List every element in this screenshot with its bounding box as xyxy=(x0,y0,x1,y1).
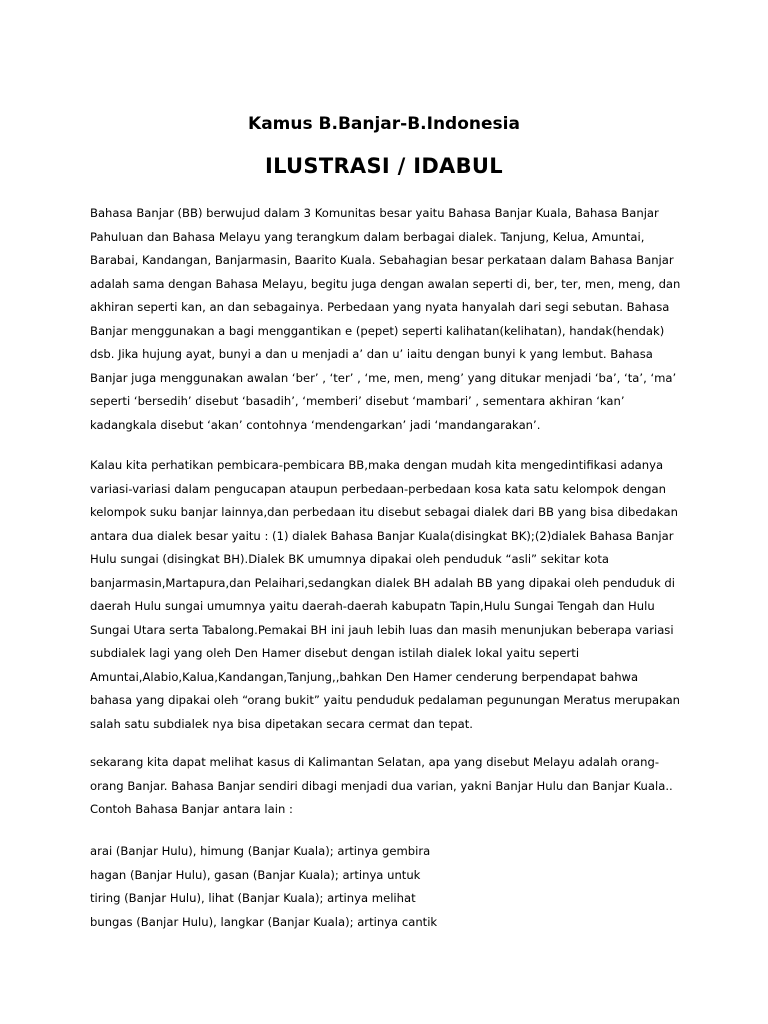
text-line: adalah sama dengan Bahasa Melayu, begitu juga dengan awalan seperti di, ber, ter, men, meng, dan xyxy=(90,276,681,291)
document-heading: ILUSTRASI / IDABUL xyxy=(265,154,503,178)
text-line: Banjar juga menggunakan awalan ‘ber’ , ‘ter’ , ‘me, men, meng’ yang ditukar menjadi ‘ba’, ‘ta’, ‘ma’ xyxy=(90,370,677,385)
text-line: Amuntai,Alabio,Kalua,Kandangan,Tanjung,,bahkan Den Hamer cenderung berpendapat bahwa xyxy=(90,669,639,684)
text-line: kadangkala disebut ‘akan’ contohnya ‘mendengarkan’ jadi ‘mandangarakan’. xyxy=(90,417,541,432)
example-line: bungas (Banjar Hulu), langkar (Banjar Kuala); artinya cantik xyxy=(90,914,438,929)
paragraph-dialects xyxy=(90,454,690,736)
text-line: Sungai Utara serta Tabalong.Pemakai BH ini jauh lebih luas dan masih menunjukan beberapa variasi xyxy=(90,622,674,637)
text-line: Bahasa Banjar (BB) berwujud dalam 3 Komunitas besar yaitu Bahasa Banjar Kuala, Bahasa Banjar xyxy=(90,206,659,220)
text-line: Barabai, Kandangan, Banjarmasin, Baarito Kuala. Sebahagian besar perkataan dalam Bahasa Banjar xyxy=(90,253,674,267)
text-line: daerah Hulu sungai umumnya yaitu daerah-daerah kabupatn Tapin,Hulu Sungai Tengah dan Hulu xyxy=(90,599,655,613)
text-line: Kalau kita perhatikan pembicara-pembicara BB,maka dengan mudah kita mengedintifikasi adanya xyxy=(90,458,664,472)
text-line: akhiran seperti kan, an dan sebagainya. Perbedaan yang nyata hanyalah dari segi sebutan. Bahasa xyxy=(90,300,670,314)
text-line: kelompok suku banjar lainnya,dan perbedaan itu disebut sebagai dialek dari BB yang bisa dibedakan xyxy=(90,505,678,519)
text-line: orang Banjar. Bahasa Banjar sendiri dibagi menjadi dua varian, yakni Banjar Hulu dan Banjar Kuala.. xyxy=(90,778,673,793)
text-line: dsb. Jika hujung ayat, bunyi a dan u menjadi a’ dan u’ iaitu dengan bunyi k yang lembut. Bahasa xyxy=(90,347,653,361)
example-line: hagan (Banjar Hulu), gasan (Banjar Kuala); artinya untuk xyxy=(90,867,421,882)
text-line: antara dua dialek besar yaitu : (1) dialek Bahasa Banjar Kuala(disingkat BK);(2)dialek Bahasa Banjar xyxy=(90,528,674,543)
text-line: seperti ‘bersedih’ disebut ‘basadih’, ‘memberi’ disebut ‘mambari’ , sementara akhiran ‘kan’ xyxy=(90,394,625,408)
paragraph-varians xyxy=(90,751,690,822)
document-title: Kamus B.Banjar-B.Indonesia xyxy=(248,114,520,134)
text-line: Banjar menggunakan a bagi menggantikan e (pepet) seperti kalihatan(kelihatan), handak(hendak) xyxy=(90,323,665,338)
paragraph-intro xyxy=(90,202,690,437)
text-line: bahasa yang dipakai oleh “orang bukit” yaitu penduduk pedalaman pegunungan Meratus merupakan xyxy=(90,693,681,707)
text-line: Contoh Bahasa Banjar antara lain : xyxy=(90,802,293,816)
text-line: subdialek lagi yang oleh Den Hamer disebut dengan istilah dialek lokal yaitu seperti xyxy=(90,646,580,660)
text-line: banjarmasin,Martapura,dan Pelaihari,sedangkan dialek BH adalah BB yang dipakai oleh penduduk di xyxy=(90,575,676,590)
text-line: variasi-variasi dalam pengucapan ataupun perbedaan-perbedaan kosa kata satu kelompok dengan xyxy=(90,481,666,496)
example-line: tiring (Banjar Hulu), lihat (Banjar Kuala); artinya melihat xyxy=(90,891,416,905)
text-line: salah satu subdialek nya bisa dipetakan secara cermat dan tepat. xyxy=(90,716,473,731)
text-line: sekarang kita dapat melihat kasus di Kalimantan Selatan, apa yang disebut Melayu adalah orang- xyxy=(90,755,660,769)
example-line: arai (Banjar Hulu), himung (Banjar Kuala); artinya gembira xyxy=(90,844,431,858)
paragraph-examples xyxy=(90,840,690,934)
text-line: Hulu sungai (disingkat BH).Dialek BK umumnya dipakai oleh penduduk “asli” sekitar kota xyxy=(90,552,609,566)
text-line: Pahuluan dan Bahasa Melayu yang terangkum dalam berbagai dialek. Tanjung, Kelua, Amuntai, xyxy=(90,229,645,244)
